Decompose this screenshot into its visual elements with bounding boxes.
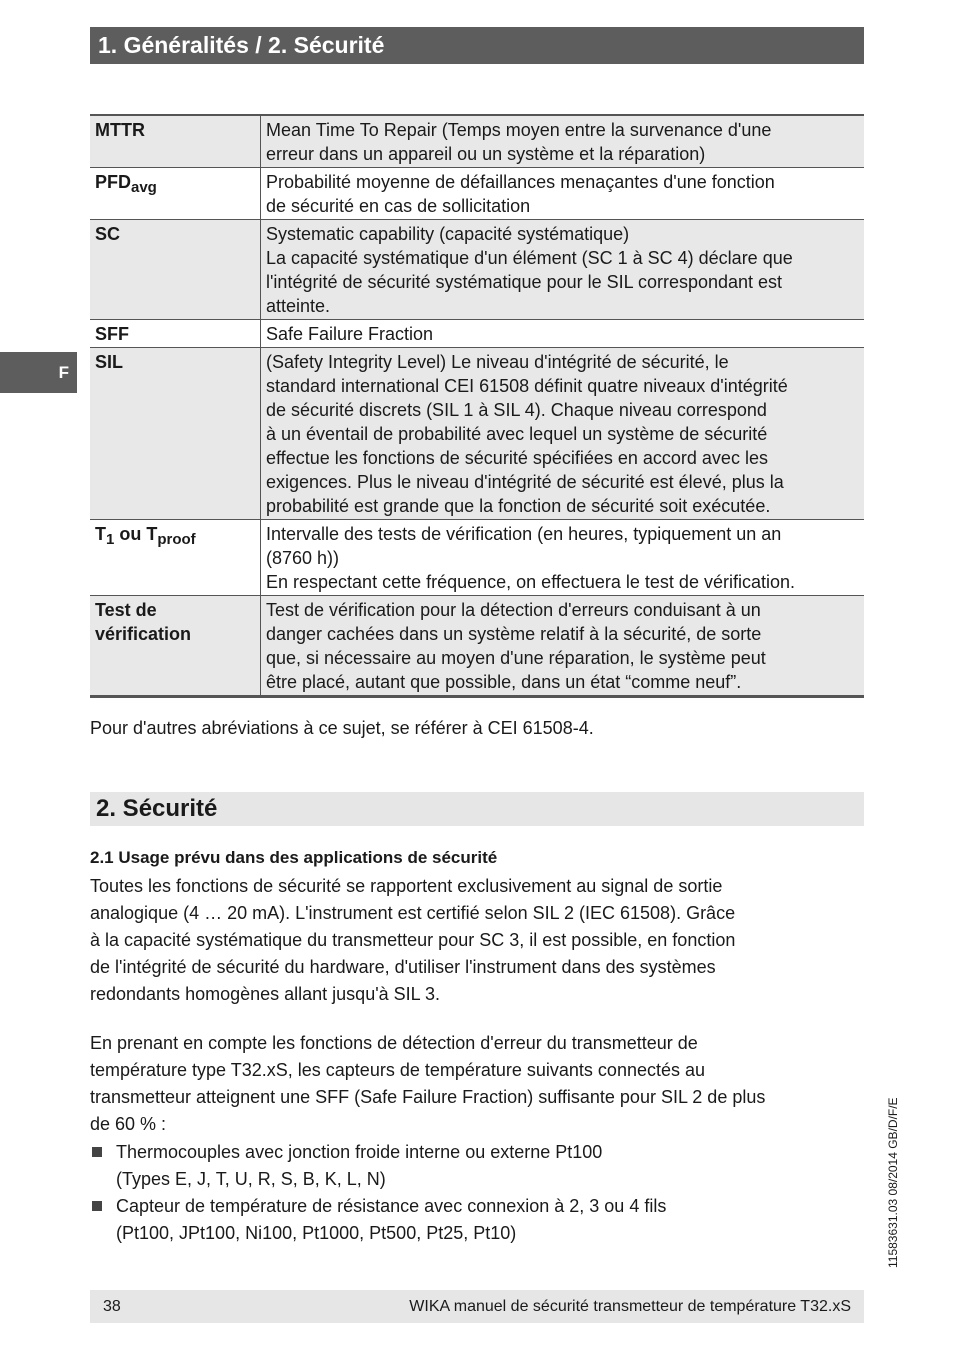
list-item: Thermocouples avec jonction froide interne ou externe Pt100 (Types E, J, T, U, R, S, B, K, L, N) [90,1139,850,1193]
list-item: Capteur de température de résistance avec connexion à 2, 3 ou 4 fils (Pt100, JPt100, Ni100, Pt1000, Pt500, Pt25, Pt10) [90,1193,850,1247]
table-row [90,115,864,168]
footer-title: WIKA manuel de sécurité transmetteur de température T32.xS [409,1298,851,1315]
abbr-definition: Safe Failure Fraction [261,320,865,348]
paragraph-sff: En prenant en compte les fonctions de détection d'erreur du transmetteur de température type T32.xS, les capteurs de température suivants connectés au transmetteur atteignent une SFF (Safe Failure Fraction) suffisante pour SIL 2 de plus de 60 % : [90,1033,766,1134]
paragraph-intended-use: Toutes les fonctions de sécurité se rapportent exclusivement au signal de sortie analogique (4 … 20 mA). L'instrument est certifié selon SIL 2 (IEC 61508). Grâce à la capacité systématique du transmetteur pour SC 3, il est possible, en fonction de l'intégrité de sécurité du hardware, d'utiliser l'instrument dans des systèmes redondants homogènes allant jusqu'à SIL 3. [90,876,736,1004]
abbr-definition: Intervalle des tests de vérification (en heures, typiquement un an (8760 h)) En respectant cette fréquence, on effectuera le test de vérification. [261,520,865,596]
sensor-list [90,1139,850,1247]
abbreviations-table [90,114,864,698]
square-bullet-icon [92,1147,102,1157]
abbr-term: SFF [90,320,261,348]
language-tab: F [0,352,77,393]
table-row [90,168,864,220]
document-code: 11583631.03 08/2014 GB/D/F/E [886,1097,900,1268]
table-row [90,348,864,520]
abbr-term: $PFD_{avg}$ [90,168,261,220]
subsection-heading: 2.1 Usage prévu dans des applications de sécurité [90,848,498,867]
abbr-definition: Test de vérification pour la détection d'erreurs conduisant à un danger cachées dans un système relatif à la sécurité, de sorte que, si nécessaire au moyen d'une réparation, le système peut être placé, autant que possible, dans un état “comme neuf”. [261,596,865,697]
abbreviations-note: Pour d'autres abréviations à ce sujet, se référer à CEI 61508-4. [90,718,594,738]
section-title: 2. Sécurité [90,792,864,826]
page-header-title: 1. Généralités / 2. Sécurité [90,27,864,64]
page-number: 38 [103,1298,121,1315]
abbr-term: $T_1$ ou $T_{proof}$ [90,520,261,596]
abbr-definition: Mean Time To Repair (Temps moyen entre la survenance d'une erreur dans un appareil ou un système et la réparation) [261,115,865,168]
abbr-definition: (Safety Integrity Level) Le niveau d'intégrité de sécurité, le standard international CEI 61508 définit quatre niveaux d'intégrité de sécurité discrets (SIL 1 à SIL 4). Chaque niveau correspond à un éventail de probabilité avec lequel un système de sécurité effectue les fonctions de sécurité spécifiées en accord avec les exigences. Plus le niveau d'intégrité de sécurité est élevé, plus la probabilité est grande que la fonction de sécurité soit exécutée. [261,348,865,520]
abbr-term: SC [90,220,261,320]
table-row [90,320,864,348]
page-footer [90,1290,864,1323]
table-row [90,596,864,697]
abbr-term: MTTR [90,115,261,168]
square-bullet-icon [92,1201,102,1211]
table-row [90,220,864,320]
abbr-term: Test de vérification [90,596,261,697]
abbr-definition: Systematic capability (capacité systématique) La capacité systématique d'un élément (SC 1 à SC 4) déclare que l'intégrité de sécurité systématique pour le SIL correspondant est atteinte. [261,220,865,320]
table-row [90,520,864,596]
abbr-definition: Probabilité moyenne de défaillances menaçantes d'une fonction de sécurité en cas de sollicitation [261,168,865,220]
abbr-term: SIL [90,348,261,520]
